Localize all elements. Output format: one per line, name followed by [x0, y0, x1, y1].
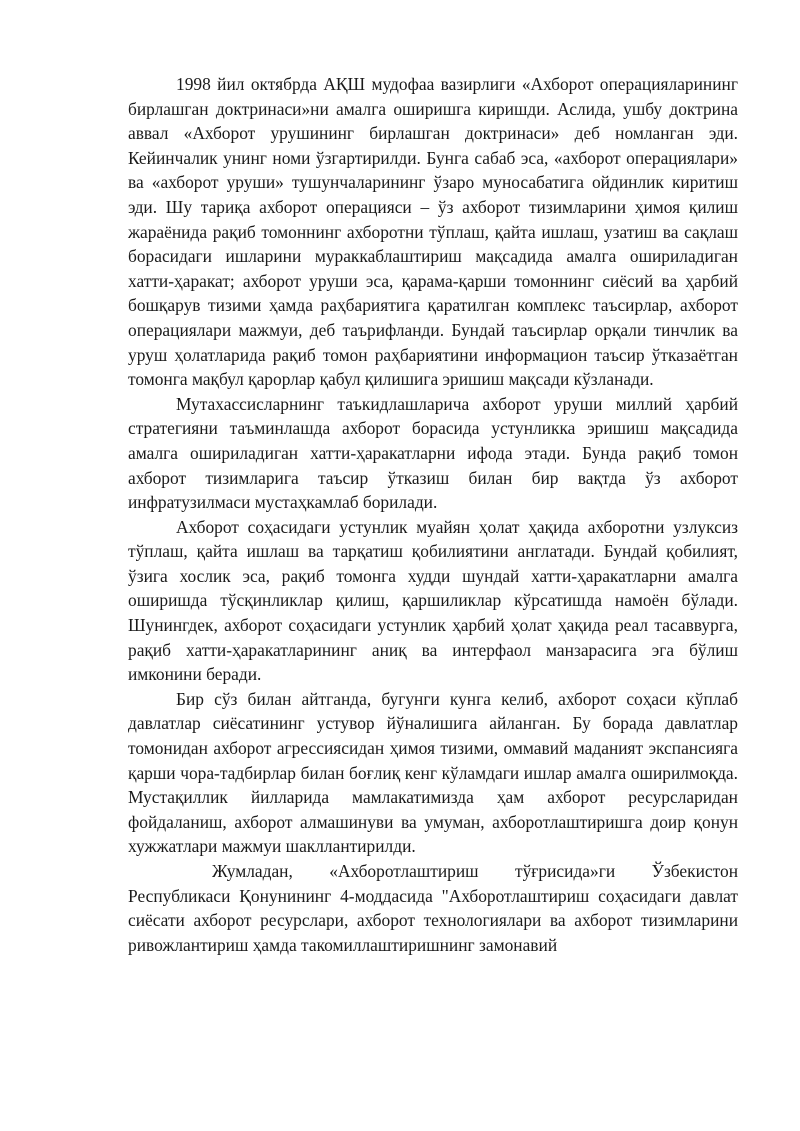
- paragraph-1: 1998 йил октябрда АҚШ мудофаа вазирлиги «Ахборот операцияларининг бирлашган доктринаси»ни амалга оширишга киришди. Аслида, ушбу доктрина аввал «Ахборот урушининг бирлашган доктринаси» деб номланган эди. Кейинчалик унинг номи ўзгартирилди. Бунга сабаб эса, «ахборот операциялари» ва «ахборот уруши» тушунчаларининг ўзаро муносабатига ойдинлик киритиш эди. Шу тариқа ахборот операцияси – ўз ахборот тизимларини ҳимоя қилиш жараёнида рақиб томоннинг ахборотни тўплаш, қайта ишлаш, узатиш ва сақлаш борасидаги ишларини мураккаблаштириш мақсадида амалга ошириладиган хатти-ҳаракат; ахборот уруши эса, қарама-қарши томоннинг сиёсий ва ҳарбий бошқарув тизими ҳамда раҳбариятига қаратилган комплекс таъсирлар, ахборот операциялари мажмуи, деб таърифланди. Бундай таъсирлар орқали тинчлик ва уруш ҳолатларида рақиб томон раҳбариятини информацион таъсир ўтказаётган томонга мақбул қарорлар қабул қилишига эришиш мақсади кўзланади.: [128, 74, 738, 390]
- paragraph-5: Жумладан, «Ахборотлаштириш тўғрисида»ги Ўзбекистон Республикаси Қонунининг 4-моддасида "Ахборотлаштириш соҳасидаги давлат сиёсати ахборот ресурслари, ахборот технологиялари ва ахборот тизимларини ривожлантириш ҳамда такомиллаштиришнинг замонавий: [128, 861, 738, 955]
- paragraph-4: Бир сўз билан айтганда, бугунги кунга келиб, ахборот соҳаси кўплаб давлатлар сиёсатининг устувор йўналишига айланган. Бу борада давлатлар томонидан ахборот агрессиясидан ҳимоя тизими, оммавий маданият экспансияга қарши чора-тадбирлар билан боғлиқ кенг кўламдаги ишлар амалга оширилмоқда. Мустақиллик йилларида мамлакатимизда ҳам ахборот ресурсларидан фойдаланиш, ахборот алмашинуви ва умуман, ахборотлаштиришга доир қонун хужжатлари мажмуи шакллантирилди.: [128, 688, 738, 857]
- paragraph-2: Мутахассисларнинг таъкидлашларича ахборот уруши миллий ҳарбий стратегияни таъминлашда ахборот борасида устунликка эришиш мақсадида амалга ошириладиган хатти-ҳаракатларни ифода этади. Бунда рақиб томон ахборот тизимларига таъсир ўтказиш билан бир вақтда ўз ахборот инфратузилмаси мустаҳкамлаб борилади.: [128, 393, 738, 513]
- document-page: [128, 72, 738, 957]
- paragraph-3: Ахборот соҳасидаги устунлик муайян ҳолат ҳақида ахборотни узлуксиз тўплаш, қайта ишлаш ва тарқатиш қобилиятини англатади. Бундай қобилият, ўзига хослик эса, рақиб томонга худди шундай хатти-ҳаракатларни амалга оширишда тўсқинликлар қилиш, қаршиликлар кўрсатишда намоён бўлади. Шунингдек, ахборот соҳасидаги устунлик ҳарбий ҳолат ҳақида реал тасаввурга, рақиб хатти-ҳаракатларининг аниқ ва интерфаол манзарасига эга бўлиш имконини беради.: [128, 516, 738, 685]
